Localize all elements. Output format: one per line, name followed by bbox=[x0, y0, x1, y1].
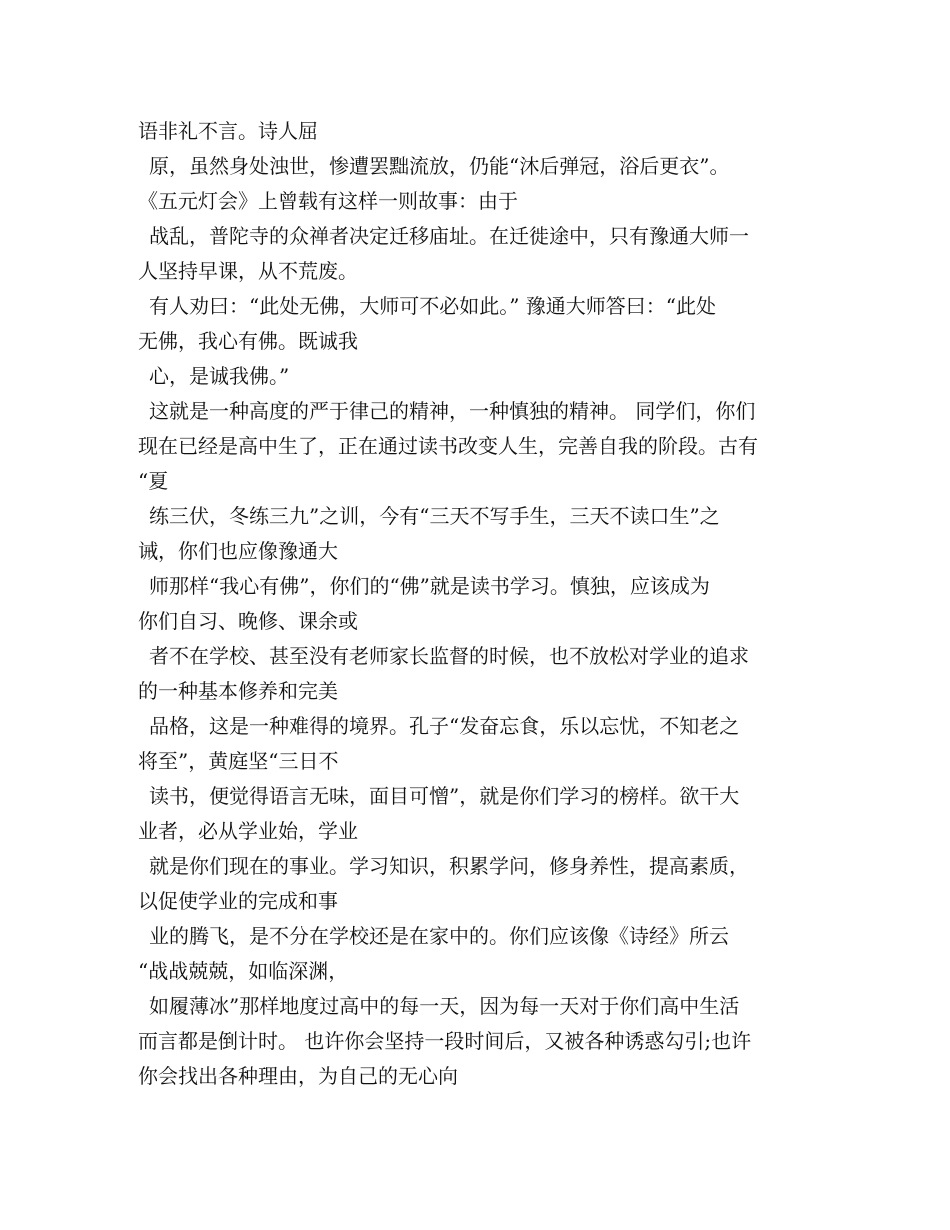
document-body bbox=[138, 114, 818, 1094]
text-line: “夏 bbox=[138, 469, 169, 493]
text-line: 《五元灯会》上曾载有这样一则故事：由于 bbox=[138, 189, 518, 213]
text-line: 诫，你们也应像豫通大 bbox=[138, 539, 338, 563]
text-line: 这就是一种高度的严于律己的精神，一种慎独的精神。 同学们，你们 bbox=[149, 399, 756, 423]
text-line: 你会找出各种理由，为自己的无心向 bbox=[138, 1064, 458, 1088]
text-line: 读书，便觉得语言无味，面目可憎”，就是你们学习的榜样。欲干大 bbox=[149, 784, 740, 808]
text-line: 如履薄冰”那样地度过高中的每一天，因为每一天对于你们高中生活 bbox=[149, 994, 740, 1018]
text-line: 而言都是倒计时。 也许你会坚持一段时间后，又被各种诱惑勾引;也许 bbox=[138, 1029, 752, 1053]
text-line: 练三伏，冬练三九”之训，今有“三天不写手生，三天不读口生”之 bbox=[149, 504, 720, 528]
text-line: 就是你们现在的事业。学习知识，积累学问，修身养性，提高素质， bbox=[149, 854, 749, 878]
text-line: 将至”，黄庭坚“三日不 bbox=[138, 749, 339, 773]
text-line: 品格，这是一种难得的境界。孔子“发奋忘食，乐以忘忧，不知老之 bbox=[149, 714, 740, 738]
text-line: 有人劝曰：“此处无佛，大师可不必如此。” 豫通大师答曰：“此处 bbox=[149, 294, 717, 318]
text-line: 业者，必从学业始，学业 bbox=[138, 819, 358, 843]
text-line: 以促使学业的完成和事 bbox=[138, 889, 338, 913]
text-line: 你们自习、晚修、课余或 bbox=[138, 609, 358, 633]
text-line: 人坚持早课，从不荒废。 bbox=[138, 259, 358, 283]
text-line: “战战兢兢，如临深渊， bbox=[138, 959, 349, 983]
text-line: 师那样“我心有佛”，你们的“佛”就是读书学习。慎独，应该成为 bbox=[149, 574, 710, 598]
text-line: 者不在学校、甚至没有老师家长监督的时候，也不放松对学业的追求 bbox=[149, 644, 749, 668]
text-line: 现在已经是高中生了，正在通过读书改变人生，完善自我的阶段。古有 bbox=[138, 434, 758, 458]
text-line: 原，虽然身处浊世，惨遭罢黜流放，仍能“沐后弹冠，浴后更衣”。 bbox=[149, 154, 730, 178]
text-line: 心，是诚我佛。” bbox=[149, 364, 290, 388]
text-line: 战乱，普陀寺的众禅者决定迁移庙址。在迁徙途中，只有豫通大师一 bbox=[149, 224, 749, 248]
text-line: 无佛，我心有佛。既诚我 bbox=[138, 329, 358, 353]
text-line: 语非礼不言。诗人屈 bbox=[138, 119, 318, 143]
text-line: 的一种基本修养和完美 bbox=[138, 679, 338, 703]
text-line: 业的腾飞，是不分在学校还是在家中的。你们应该像《诗经》所云 bbox=[149, 924, 729, 948]
